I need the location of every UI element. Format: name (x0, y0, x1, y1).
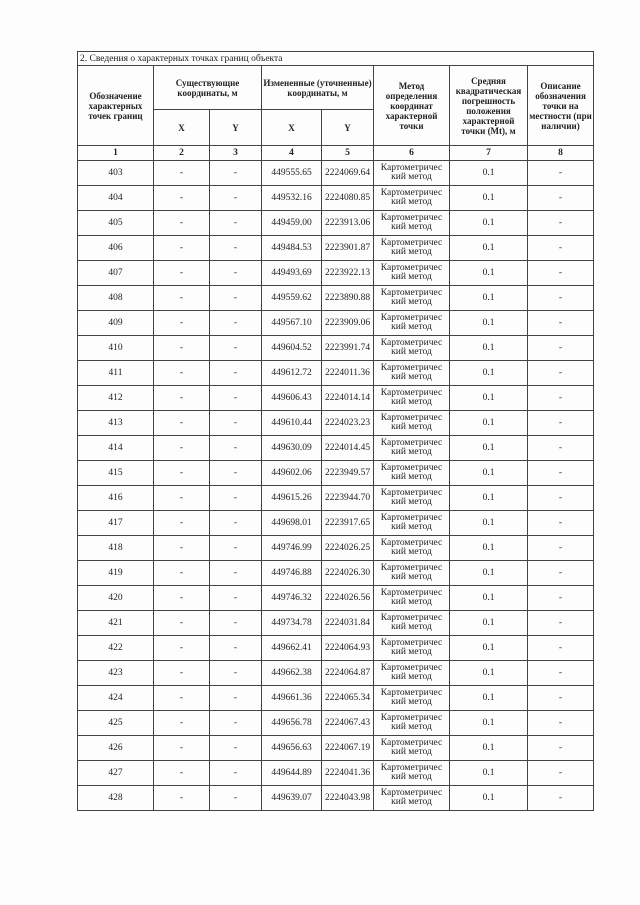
column-number: 3 (210, 146, 262, 161)
description-cell: - (528, 336, 594, 361)
description-cell: - (528, 411, 594, 436)
point-cell: 421 (78, 611, 154, 636)
method-cell: Картометричес кий метод (374, 511, 450, 536)
changed-y-cell: 2223890.88 (322, 286, 374, 311)
point-cell: 425 (78, 711, 154, 736)
table-row (78, 461, 594, 486)
existing-x-cell: - (154, 486, 210, 511)
existing-y-cell: - (210, 286, 262, 311)
point-cell: 414 (78, 436, 154, 461)
existing-y-cell: - (210, 386, 262, 411)
existing-x-cell: - (154, 686, 210, 711)
existing-y-cell: - (210, 461, 262, 486)
changed-y-cell: 2224064.87 (322, 661, 374, 686)
point-cell: 407 (78, 261, 154, 286)
method-cell: Картометричес кий метод (374, 661, 450, 686)
existing-y-cell: - (210, 411, 262, 436)
existing-x-cell: - (154, 461, 210, 486)
description-cell: - (528, 211, 594, 236)
existing-y-cell: - (210, 486, 262, 511)
existing-x-cell: - (154, 586, 210, 611)
changed-y-cell: 2224043.98 (322, 786, 374, 811)
changed-x-cell: 449532.16 (262, 186, 322, 211)
existing-x-cell: - (154, 386, 210, 411)
existing-y-cell: - (210, 161, 262, 186)
mean-error-cell: 0.1 (450, 486, 528, 511)
table-row (78, 386, 594, 411)
existing-x-cell: - (154, 311, 210, 336)
point-cell: 408 (78, 286, 154, 311)
method-cell: Картометричес кий метод (374, 536, 450, 561)
method-cell: Картометричес кий метод (374, 711, 450, 736)
existing-x-cell: - (154, 211, 210, 236)
changed-y-cell: 2224031.84 (322, 611, 374, 636)
mean-error-cell: 0.1 (450, 311, 528, 336)
changed-y-cell: 2224026.25 (322, 536, 374, 561)
method-cell: Картометричес кий метод (374, 161, 450, 186)
changed-x-cell: 449630.09 (262, 436, 322, 461)
method-cell: Картометричес кий метод (374, 436, 450, 461)
method-cell: Картометричес кий метод (374, 286, 450, 311)
point-cell: 405 (78, 211, 154, 236)
changed-x-cell: 449698.01 (262, 511, 322, 536)
table-row (78, 586, 594, 611)
existing-x-cell: - (154, 711, 210, 736)
existing-y-cell: - (210, 736, 262, 761)
mean-error-cell: 0.1 (450, 511, 528, 536)
header-changed-y: Y (322, 110, 374, 146)
method-cell: Картометричес кий метод (374, 636, 450, 661)
changed-y-cell: 2224065.34 (322, 686, 374, 711)
method-cell: Картометричес кий метод (374, 786, 450, 811)
header-existing-coords: Существующие координаты, м (154, 66, 262, 110)
existing-y-cell: - (210, 561, 262, 586)
existing-y-cell: - (210, 311, 262, 336)
existing-y-cell: - (210, 261, 262, 286)
changed-y-cell: 2224014.14 (322, 386, 374, 411)
mean-error-cell: 0.1 (450, 161, 528, 186)
changed-y-cell: 2223901.87 (322, 236, 374, 261)
description-cell: - (528, 461, 594, 486)
mean-error-cell: 0.1 (450, 211, 528, 236)
mean-error-cell: 0.1 (450, 686, 528, 711)
changed-x-cell: 449610.44 (262, 411, 322, 436)
mean-error-cell: 0.1 (450, 186, 528, 211)
column-number: 4 (262, 146, 322, 161)
changed-y-cell: 2224064.93 (322, 636, 374, 661)
table-row (78, 211, 594, 236)
changed-x-cell: 449484.53 (262, 236, 322, 261)
mean-error-cell: 0.1 (450, 786, 528, 811)
existing-x-cell: - (154, 261, 210, 286)
changed-y-cell: 2224069.64 (322, 161, 374, 186)
changed-x-cell: 449644.89 (262, 761, 322, 786)
method-cell: Картометричес кий метод (374, 586, 450, 611)
point-cell: 428 (78, 786, 154, 811)
method-cell: Картометричес кий метод (374, 611, 450, 636)
table-row (78, 161, 594, 186)
description-cell: - (528, 486, 594, 511)
existing-y-cell: - (210, 761, 262, 786)
changed-y-cell: 2223913.06 (322, 211, 374, 236)
method-cell: Картометричес кий метод (374, 336, 450, 361)
existing-x-cell: - (154, 536, 210, 561)
existing-x-cell: - (154, 411, 210, 436)
existing-y-cell: - (210, 661, 262, 686)
method-cell: Картометричес кий метод (374, 386, 450, 411)
changed-x-cell: 449606.43 (262, 386, 322, 411)
changed-y-cell: 2223949.57 (322, 461, 374, 486)
point-cell: 413 (78, 411, 154, 436)
existing-x-cell: - (154, 361, 210, 386)
point-cell: 426 (78, 736, 154, 761)
description-cell: - (528, 686, 594, 711)
point-cell: 410 (78, 336, 154, 361)
mean-error-cell: 0.1 (450, 286, 528, 311)
changed-x-cell: 449604.52 (262, 336, 322, 361)
existing-x-cell: - (154, 761, 210, 786)
method-cell: Картометричес кий метод (374, 186, 450, 211)
table-row (78, 511, 594, 536)
point-cell: 409 (78, 311, 154, 336)
changed-x-cell: 449615.26 (262, 486, 322, 511)
existing-x-cell: - (154, 336, 210, 361)
header-method: Метод определения координат характерной точки (374, 66, 450, 146)
table-row (78, 411, 594, 436)
method-cell: Картометричес кий метод (374, 461, 450, 486)
description-cell: - (528, 436, 594, 461)
table-row (78, 261, 594, 286)
changed-x-cell: 449559.62 (262, 286, 322, 311)
header-existing-y: Y (210, 110, 262, 146)
changed-y-cell: 2224067.43 (322, 711, 374, 736)
table-row (78, 361, 594, 386)
description-cell: - (528, 386, 594, 411)
point-cell: 422 (78, 636, 154, 661)
changed-x-cell: 449567.10 (262, 311, 322, 336)
mean-error-cell: 0.1 (450, 336, 528, 361)
existing-x-cell: - (154, 186, 210, 211)
description-cell: - (528, 361, 594, 386)
changed-y-cell: 2223991.74 (322, 336, 374, 361)
table-row (78, 711, 594, 736)
method-cell: Картометричес кий метод (374, 761, 450, 786)
table-row (78, 286, 594, 311)
existing-x-cell: - (154, 786, 210, 811)
existing-x-cell: - (154, 511, 210, 536)
changed-x-cell: 449656.78 (262, 711, 322, 736)
existing-y-cell: - (210, 361, 262, 386)
changed-y-cell: 2224080.85 (322, 186, 374, 211)
existing-y-cell: - (210, 786, 262, 811)
changed-x-cell: 449661.36 (262, 686, 322, 711)
column-number: 5 (322, 146, 374, 161)
changed-y-cell: 2224026.56 (322, 586, 374, 611)
mean-error-cell: 0.1 (450, 561, 528, 586)
existing-x-cell: - (154, 436, 210, 461)
header-existing-x: X (154, 110, 210, 146)
mean-error-cell: 0.1 (450, 636, 528, 661)
table-row (78, 661, 594, 686)
point-cell: 416 (78, 486, 154, 511)
changed-y-cell: 2224011.36 (322, 361, 374, 386)
table-row (78, 186, 594, 211)
description-cell: - (528, 711, 594, 736)
point-cell: 412 (78, 386, 154, 411)
description-cell: - (528, 736, 594, 761)
changed-x-cell: 449662.38 (262, 661, 322, 686)
existing-x-cell: - (154, 661, 210, 686)
point-cell: 411 (78, 361, 154, 386)
existing-x-cell: - (154, 636, 210, 661)
boundary-points-table (77, 51, 594, 811)
description-cell: - (528, 661, 594, 686)
description-cell: - (528, 161, 594, 186)
table-row (78, 636, 594, 661)
existing-x-cell: - (154, 161, 210, 186)
changed-y-cell: 2223909.06 (322, 311, 374, 336)
header-point-designation: Обозначение характерных точек границ (78, 66, 154, 146)
existing-y-cell: - (210, 186, 262, 211)
table-row (78, 336, 594, 361)
changed-x-cell: 449639.07 (262, 786, 322, 811)
mean-error-cell: 0.1 (450, 711, 528, 736)
changed-x-cell: 449746.32 (262, 586, 322, 611)
existing-y-cell: - (210, 436, 262, 461)
changed-x-cell: 449734.78 (262, 611, 322, 636)
header-mean-error: Средняя квадратическая погрешность положения характерной точки (Mt), м (450, 66, 528, 146)
existing-y-cell: - (210, 536, 262, 561)
changed-x-cell: 449612.72 (262, 361, 322, 386)
existing-y-cell: - (210, 611, 262, 636)
column-numbers-row (78, 146, 594, 161)
method-cell: Картометричес кий метод (374, 236, 450, 261)
existing-y-cell: - (210, 586, 262, 611)
point-cell: 420 (78, 586, 154, 611)
header-changed-x: X (262, 110, 322, 146)
table-row (78, 486, 594, 511)
mean-error-cell: 0.1 (450, 411, 528, 436)
header-changed-coords: Измененные (уточненные) координаты, м (262, 66, 374, 110)
description-cell: - (528, 311, 594, 336)
mean-error-cell: 0.1 (450, 261, 528, 286)
point-cell: 403 (78, 161, 154, 186)
changed-y-cell: 2224041.36 (322, 761, 374, 786)
mean-error-cell: 0.1 (450, 586, 528, 611)
existing-y-cell: - (210, 711, 262, 736)
changed-y-cell: 2223944.70 (322, 486, 374, 511)
table-title: 2. Сведения о характерных точках границ объекта (78, 52, 594, 66)
description-cell: - (528, 761, 594, 786)
changed-x-cell: 449746.88 (262, 561, 322, 586)
point-cell: 415 (78, 461, 154, 486)
description-cell: - (528, 586, 594, 611)
table-row (78, 611, 594, 636)
point-cell: 406 (78, 236, 154, 261)
table-row (78, 761, 594, 786)
point-cell: 404 (78, 186, 154, 211)
changed-y-cell: 2224023.23 (322, 411, 374, 436)
description-cell: - (528, 286, 594, 311)
existing-y-cell: - (210, 686, 262, 711)
changed-y-cell: 2223917.65 (322, 511, 374, 536)
table-row (78, 736, 594, 761)
changed-x-cell: 449459.00 (262, 211, 322, 236)
method-cell: Картометричес кий метод (374, 211, 450, 236)
changed-x-cell: 449493.69 (262, 261, 322, 286)
column-number: 1 (78, 146, 154, 161)
existing-y-cell: - (210, 211, 262, 236)
method-cell: Картометричес кий метод (374, 411, 450, 436)
description-cell: - (528, 186, 594, 211)
point-cell: 417 (78, 511, 154, 536)
changed-y-cell: 2223922.13 (322, 261, 374, 286)
table-row (78, 311, 594, 336)
column-number: 7 (450, 146, 528, 161)
mean-error-cell: 0.1 (450, 536, 528, 561)
description-cell: - (528, 236, 594, 261)
method-cell: Картометричес кий метод (374, 361, 450, 386)
existing-x-cell: - (154, 236, 210, 261)
existing-y-cell: - (210, 236, 262, 261)
existing-y-cell: - (210, 636, 262, 661)
changed-y-cell: 2224026.30 (322, 561, 374, 586)
mean-error-cell: 0.1 (450, 761, 528, 786)
table-body (78, 161, 594, 811)
mean-error-cell: 0.1 (450, 236, 528, 261)
changed-x-cell: 449656.63 (262, 736, 322, 761)
column-number: 8 (528, 146, 594, 161)
mean-error-cell: 0.1 (450, 461, 528, 486)
point-cell: 418 (78, 536, 154, 561)
method-cell: Картометричес кий метод (374, 261, 450, 286)
mean-error-cell: 0.1 (450, 386, 528, 411)
existing-y-cell: - (210, 336, 262, 361)
mean-error-cell: 0.1 (450, 361, 528, 386)
description-cell: - (528, 261, 594, 286)
table-row (78, 436, 594, 461)
table-row (78, 236, 594, 261)
changed-x-cell: 449662.41 (262, 636, 322, 661)
description-cell: - (528, 611, 594, 636)
point-cell: 423 (78, 661, 154, 686)
method-cell: Картометричес кий метод (374, 686, 450, 711)
changed-x-cell: 449555.65 (262, 161, 322, 186)
mean-error-cell: 0.1 (450, 611, 528, 636)
changed-y-cell: 2224014.45 (322, 436, 374, 461)
mean-error-cell: 0.1 (450, 436, 528, 461)
changed-y-cell: 2224067.19 (322, 736, 374, 761)
existing-x-cell: - (154, 286, 210, 311)
method-cell: Картометричес кий метод (374, 736, 450, 761)
mean-error-cell: 0.1 (450, 736, 528, 761)
description-cell: - (528, 536, 594, 561)
point-cell: 427 (78, 761, 154, 786)
method-cell: Картометричес кий метод (374, 486, 450, 511)
table-row (78, 536, 594, 561)
changed-x-cell: 449602.06 (262, 461, 322, 486)
existing-x-cell: - (154, 736, 210, 761)
table-row (78, 686, 594, 711)
mean-error-cell: 0.1 (450, 661, 528, 686)
description-cell: - (528, 561, 594, 586)
method-cell: Картометричес кий метод (374, 561, 450, 586)
method-cell: Картометричес кий метод (374, 311, 450, 336)
header-description: Описание обозначения точки на местности (при наличии) (528, 66, 594, 146)
table-row (78, 786, 594, 811)
column-number: 2 (154, 146, 210, 161)
description-cell: - (528, 511, 594, 536)
table-row (78, 561, 594, 586)
description-cell: - (528, 786, 594, 811)
existing-x-cell: - (154, 611, 210, 636)
point-cell: 424 (78, 686, 154, 711)
existing-x-cell: - (154, 561, 210, 586)
changed-x-cell: 449746.99 (262, 536, 322, 561)
column-number: 6 (374, 146, 450, 161)
existing-y-cell: - (210, 511, 262, 536)
description-cell: - (528, 636, 594, 661)
point-cell: 419 (78, 561, 154, 586)
